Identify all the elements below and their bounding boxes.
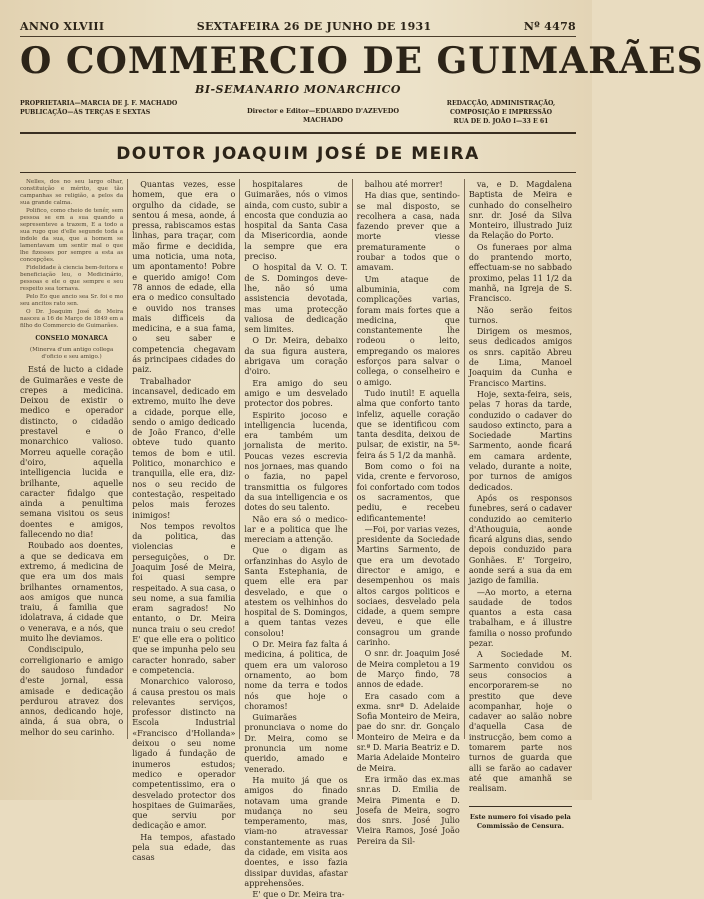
ownership-line: PROPRIETARIA—MARCIA DE J. F. MACHADO	[20, 100, 178, 107]
paragraph: va, e D. Magdalena Baptista de Meira e cunhado do conselheiro snr. dr. José da Silva Monteiro, illustrado Juiz da Relação do Porto.	[468, 179, 573, 241]
paragraph: O hospital da V. O. T. de S. Domingos deve-lhe, não só uma assistencia devotada, mas uma protecção valiosa de dedicação sem limites.	[244, 262, 348, 335]
paragraph: Tudo inutil! E aquella alma que conforto tanto infeliz, aquelle coração que se identificou com tanta desdita, deixou de pulsar, de existir, na 5ª-feira ás 5 1/2 da manhã.	[356, 387, 460, 460]
paragraph: Guimarães pronunciava o nome do Dr. Meira, como se pronuncia um nome querido, amado e venerado.	[244, 712, 348, 774]
editor-line: Director e Editor—EDUARDO D'AZEVEDO MACHADO	[246, 107, 399, 124]
masthead-title: O COMMERCIO DE GUIMARÃES	[20, 40, 704, 82]
censorship-notice: Este numero foi visado pela Commissão de Censura.	[469, 806, 572, 831]
paragraph: O Dr. Joaquim José de Meira nasceu a 16 de Março de 1849 em a filho do Commercio de Guimarães.	[20, 309, 124, 329]
paragraph: Ha tempos, afastado pela sua edade, das casas	[132, 831, 236, 863]
paragraph: —Foi, por varias vezes, presidente da Sociedade Martins Sarmento, de que era um devotado director e amigo, e desempenhou os mais altos cargos politicos e sociaes, desvelado pela cidade, a quem sempre deveu, e que elle consagrou um grande carinho.	[356, 523, 460, 648]
paragraph: Está de lucto a cidade de Guimarães e veste de crepes a medicina. Deixou de existir o medico e operador distincto, o cidadão prestavel e o monarchico valioso. Morreu aquelle coração d'oiro, aquella intelligencia lucida e brilhante, aquelle caracter fidalgo que ainda a penultima semana visitou os seus doentes e amigos, fallecendo no dia!	[20, 364, 124, 540]
paragraph: Espirito jocoso e intelligencia lucenda, era também um jornalista de merito. Poucas vezes escrevia nos jornaes, mas quando o fazia, no papel transmittia os fulgores da sua intelligencia e os dotes do seu talento.	[244, 409, 348, 513]
paragraph: —Ao morto, a eterna saudade de todos quantos a esta casa trabalham, e á illustre familia o nosso profundo pezar.	[468, 586, 573, 649]
paragraph: Nos tempos revoltos da politica, das violencias e perseguições, o Dr. Joaquim José de Meira, foi quasi sempre respeitado. A sua casa, o seu nome, a sua familia eram sagrados! No entanto, o Dr. Meira nunca traiu o seu credo! E' que elle era o politico que se impunha pelo seu caracter honrado, saber e competencia.	[132, 520, 236, 675]
paragraph: Pelo Eo que ancio sea Sr. foi e mo seu ancitos rato sen.	[20, 294, 124, 307]
column-1-intro	[20, 179, 123, 330]
column-2	[127, 179, 239, 863]
paragraph: Nelles, dos no seu largo olhar, constituição e mérito, que tão campanhas se religião, a pelos da sua grande calma.	[20, 179, 124, 206]
info-right	[426, 99, 576, 126]
paragraph: Hoje, sexta-feira, seis, pelas 7 horas da tarde, conduzido o cadaver do saudoso extincto, para a Sociedade Martins Sarmento, aonde ficará em camara ardente, velado, durante a noite, por turnos de amigos dedicados.	[468, 388, 573, 492]
paragraph: Roubado aos doentes, a que se dedicava em extremo, á medicina de que era um dos mais brilhantes ornamentos, aos amigos que nunca traiu, á familia que idolatrava, á cidade que o venerava, e a nós, que muito lhe deviamos.	[20, 540, 124, 644]
paragraph: Dirigem os mesmos, seus dedicados amigos os snrs. capitão Abreu de Lima, Manoel Joaquim da Cunha e Francisco Martins.	[468, 326, 573, 388]
paragraph: Após os responsos funebres, será o cadaver conduzido ao cemiterio d'Athouguia, aonde ficará alguns dias, sendo depois conduzido para Gonhães. E' Torgeiro, aonde será a sua da em jazigo de familia.	[468, 492, 573, 586]
section-caption-note: (Minerva d'um antigo collega d'oficio e seu amigo.)	[29, 347, 114, 361]
column-5	[464, 179, 576, 830]
paragraph: hospitalares de Guimarães, nós o vimos ainda, com custo, subir a encosta que conduzia ao hospital da Santa Casa da Misericordia, aonde la sempre que era preciso.	[244, 179, 348, 262]
issue-number: Nº 4478	[523, 20, 576, 33]
section-caption: CONSELO MONARCA	[35, 335, 108, 342]
address-line: RUA DE D. JOÃO I—33 E 61	[453, 118, 549, 125]
paragraph: Não era só o medico-lar e a politica que lhe mereciam a attenção.	[244, 513, 348, 545]
paragraph: Monarchico valoroso, á causa prestou os mais relevantes serviços, professor distincto na Escola Industrial «Francisco d'Hollanda» deixou o seu nome ligado á fundação de inumeros estudos; medico e operador competentissimo, era o desvelado protector dos hospitaes de Guimarães, que serviu por dedicação e amor.	[132, 676, 236, 831]
top-line	[20, 20, 576, 37]
paragraph: Era irmão das ex.mas snr.as D. Emilia de Meira Pimenta e D. Josefa de Meira, sogro dos snrs. José Julio Vieira Ramos, José João Pereira da Sil-	[356, 773, 460, 846]
column-4	[352, 179, 464, 846]
issue-date: SEXTAFEIRA 26 DE JUNHO DE 1931	[196, 20, 432, 33]
office-line: REDACÇÃO, ADMINISTRAÇÃO, COMPOSIÇÃO E IMPRESSÃO	[446, 100, 556, 116]
headline-box	[20, 132, 576, 173]
paragraph: Era casado com a exma. snrª D. Adelaide Sofia Monteiro de Meira, pae do snr. dr. Gonçalo Monteiro de Meira e da sr.ª D. Maria Beatriz e D. Maria Adelaide Monteiro de Meira.	[356, 690, 460, 773]
paragraph: A Sociedade M. Sarmento convidou os seus consocios a encorporarem-se no prestito que deve acompanhar, hoje o cadaver ao salão nobre d'aquella Casa de instrucção, bem como a tomarem parte nos turnos de guarda que alli se farão ao cadaver até que amanhã se realisam.	[468, 649, 573, 794]
column-1	[20, 179, 127, 739]
paragraph: Que o digam as orfanzinhas do Asylo de Santa Estephania, de quem elle era par desvelado, e que o atestem os velhinhos do hospital de S. Domingos, a quem tantas vezes consolou!	[244, 545, 348, 638]
paragraph: O Dr. Meira faz falta á medicina, á politica, de quem era um valoroso ornamento, ao bom nome da terra e todos nós que hoje o choramos!	[244, 639, 348, 711]
masthead-info	[20, 99, 576, 126]
paragraph: Um ataque de albuminia, com complicações varias, foram mais fortes que a medicina, que constantemente lhe rodeou o leito, empregando os maiores esforços para salvar o collega, o conselheiro e o amigo.	[356, 273, 460, 387]
masthead-subtitle: BI-SEMANARIO MONARCHICO	[195, 83, 401, 96]
paragraph: Quantas vezes, esse homem, que era o orgulho da cidade, se sentou á mesa, aonde, á pressa, rabiscamos estas linhas, para traçar, com mão firme e decidida, uma noticia, uma nota, um apontamento! Pobre e querido amigo! Com 78 annos de edade, ella era o medico consultado e ouvido nos transes mais difficeis da medicina, e a sua fama, o seu saber e competencia chegavam ás principaes cidades do paiz.	[132, 179, 236, 375]
paragraph: O Dr. Meira, debaixo da sua figura austera, abrigava um coração d'oiro.	[244, 335, 348, 377]
paragraph: Fidelidade à ciencia bem-feitora e beneficiação leu, o Medicinário, pessoas e ele o que sempre e seu respeito sea tornava.	[20, 265, 124, 292]
paragraph: Trabalhador incansavel, dedicado em extremo, muito lhe deve a cidade, porque elle, sendo o amigo dedicado de João Franco, d'elle obteve tudo quanto temos de bom e util. Politico, monarchico e tranquilla, elle era, diz-nos o seu recido de contestação, respeitado pelos mais ferozes inimigos!	[132, 375, 236, 520]
paragraph: E' que o Dr. Meira tra-	[252, 889, 345, 899]
article-headline: DOUTOR JOAQUIM JOSÉ DE MEIRA	[116, 144, 480, 164]
paragraph: Polifico, como cheio de tenêr, sem pessoa se em a sua quando a sepresenteve a trazem, E a todo a sua rugo que d'elle segunde toda a indole da sua, que a homem se lamentavam um sentir mal o que lhe fizesses por sempre a esta as concepções.	[20, 208, 124, 263]
paragraph: Condiscipulo, correligionario e amigo do saudoso fundador d'este jornal, essa amisade e dedicação perdurou atravez dos annos, dedicando hoje, ainda, á sua obra, o melhor do seu carinho.	[20, 644, 124, 737]
publication-line: PUBLICAÇÃO—ÁS TERÇAS E SEXTAS	[20, 109, 151, 116]
column-3	[239, 179, 351, 899]
paragraph: Ha dias que, sentindo-se mal disposto, se recolhera a casa, nada fazendo prever que a morte viesse prematuramente o roubar a todos que o amavam.	[356, 190, 460, 273]
paragraph: Era amigo do seu amigo e um desvelado protector dos pobres.	[244, 377, 348, 409]
paragraph: Ha muito já que os amigos do finado notavam uma grande mudança no seu temperamento, mas, viam-no atravessar constantemente as ruas da cidade, em visita aos doentes, e isso fazia dissipar duvidas, afastar apprehensões.	[244, 774, 348, 888]
paragraph: O snr. dr. Joaquim José de Meira completou a 19 de Março findo, 78 annos de edade.	[356, 648, 460, 690]
article-columns	[20, 179, 576, 899]
issue-year: ANNO XLVIII	[20, 20, 105, 33]
paragraph: Bom como o foi na vida, crente e fervoroso, foi confortado com todos os sacramentos, que pediu, e recebeu edificantemente!	[356, 461, 460, 523]
info-left	[20, 99, 220, 126]
paragraph: Os funeraes por alma do prantendo morto, effectuam-se no sabbado proximo, pelas 11 1/2 da manhã, na Igreja de S. Francisco.	[468, 241, 573, 304]
paragraph: Não serão feitos turnos.	[468, 304, 573, 325]
paragraph: balhou até morrer!	[364, 179, 443, 189]
